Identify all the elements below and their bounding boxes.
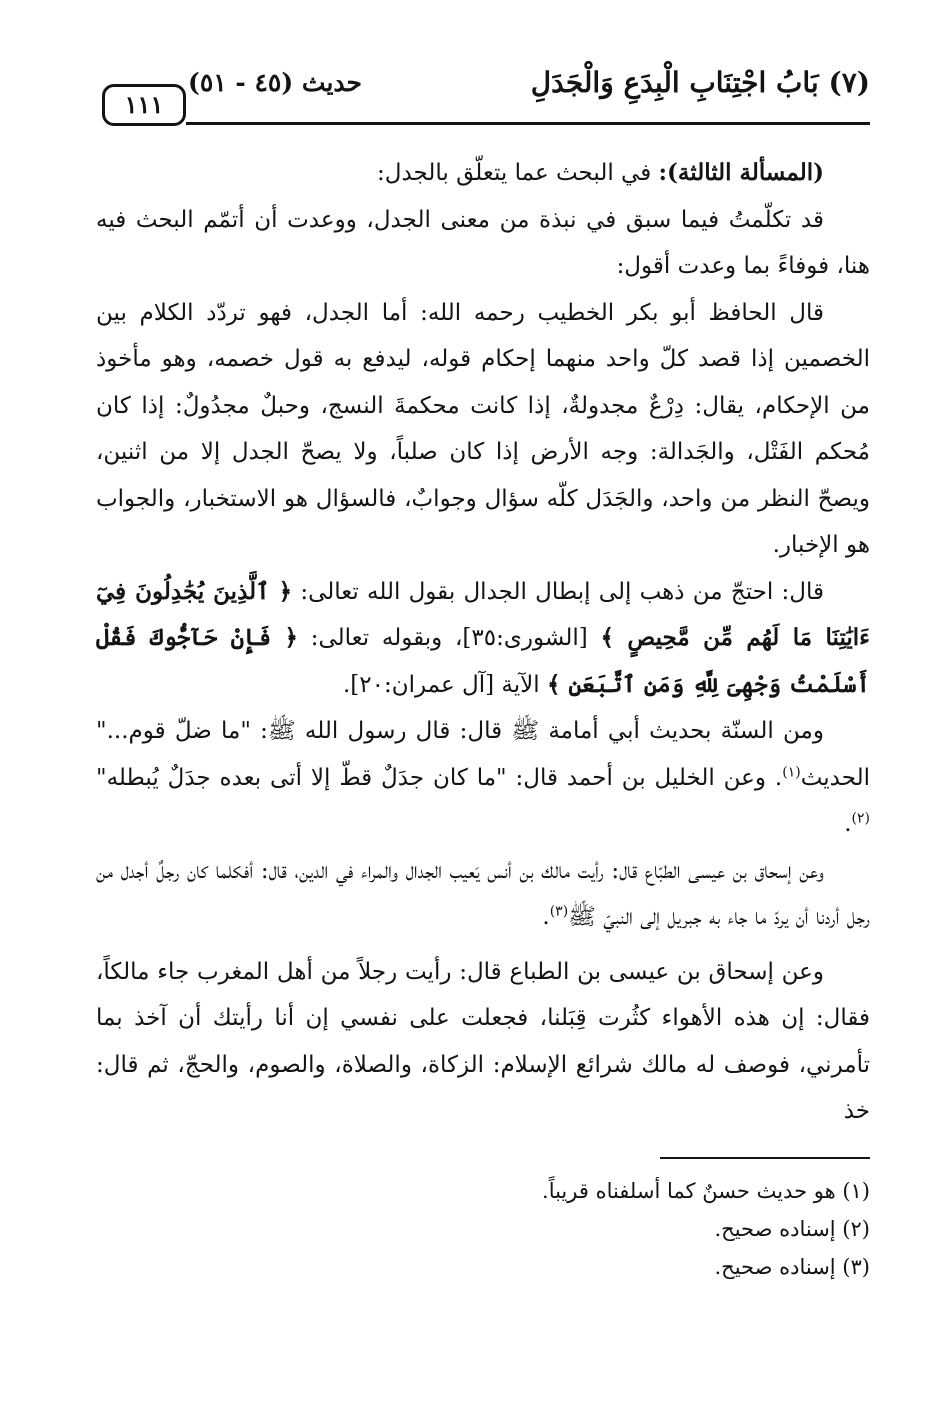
section-heading-text: في البحث عما يتعلّق بالجدل: [376,160,659,186]
quran-verse-1: ﴿ ٱلَّذِينَ يُجَٰدِلُونَ فِيٓ ءَايَٰتِنَا مَا لَهُم مِّن مَّحِيصٍ ﴾ [96,577,870,651]
paragraph-4-part-b: [الشورى:٣٥]، وبقوله تعالى: [298,625,601,651]
hadith-range: حديث (٤٥ - ٥١) [188,68,362,97]
paragraph-3: قال الحافظ أبو بكر الخطيب رحمه الله: أما الجدل، فهو تردّد الكلام بين الخصمين إذا قصد كلّ واحد منهما إحكام قوله، ليدفع به قول خصمه، وهو مأخوذ من الإحكام، يقال: دِرْعٌ مجدولةٌ، إذا كانت محكمةَ النسج، وحبلٌ مجدُولٌ: إذا كان مُحكم الفَتْل، والجَدالة: وجه الأرض إذا كان صلباً، ولا يصحّ الجدل إلا من اثنين، ويصحّ النظر من واحد، والجَدَل كلّه سؤال وجوابٌ، فالسؤال هو الاستخبار، والجواب هو الإخبار. [96,299,870,558]
footnote-separator [660,1157,870,1159]
paragraph-5-part-c: . [844,811,852,837]
paragraph-7: وعن إسحاق بن عيسى بن الطباع قال: رأيت رجلاً من أهل المغرب جاء مالكاً، فقال: إن هذه الأهواء كثُرت قِبَلنا، فجعلت على نفسي إن أنا رأيتك أن آخذ بما تأمرني، فوصف له مالك شرائع الإسلام: الزكاة، والصلاة، والصوم، والحجّ، ثم قال: خذ [96,958,870,1124]
chapter-title: (٧) بَابُ اجْتِنَابِ الْبِدَعِ وَالْجَدَلِ [530,66,870,99]
footnote-ref-1: (١) [782,763,801,780]
page-header [96,66,870,128]
paragraph-4 [96,569,870,709]
header-rule [186,122,870,125]
paragraph-5 [96,708,870,848]
section-heading: (المسألة الثالثة): [658,159,824,186]
paragraph-6 [96,848,870,941]
quran-verse-2: ﴿ فَإِنْ حَآجُّوكَ فَقُلْ أَسْلَمْتُ وَجْهِىَ لِلَّهِ وَمَنِ ٱتَّبَعَنِ ﴾ [96,624,870,698]
paragraph-5-part-b: . وعن الخليل بن أحمد قال: "ما كان جدَلٌ قطّ إلا أتى بعده جدَلٌ يُبطله" [96,764,783,791]
footnotes [96,1172,870,1286]
paragraph-6-part-b: . [542,904,550,930]
paragraph-2: قد تكلّمتُ فيما سبق في نبذة من معنى الجدل، ووعدت أن أتمّم البحث فيه هنا، فوفاءً بما وعدت أقول: [96,206,870,279]
page-number: ١١١ [102,84,186,126]
paragraph-4-part-a: قال: احتجّ من ذهب إلى إبطال الجدال بقول الله تعالى: [292,578,824,605]
footnote-2: (٢) إسناده صحيح. [714,1217,870,1241]
paragraph-5-part-a: ومن السنّة بحديث أبي أمامة ﷺ قال: قال رسول الله ﷺ: "ما ضلّ قوم..." الحديث [96,718,870,791]
footnote-1: (١) هو حديث حسنٌ كما أسلفناه قريباً. [542,1179,870,1203]
paragraph-1 [96,150,870,197]
paragraph-6-part-a: وعن إسحاق بن عيسى الطبّاع قال: رأيت مالك بن أنس يَعيب الجدال والمراء في الدين، قال: أفكلما كان رجلٌ أجدل من رجل أردنا أن يردّ ما جاء به جبريل إلى النبيّ ﷺ [96,857,870,930]
paragraph-4-part-c: الآية [آل عمران:٢٠]. [342,671,547,698]
body-text [96,150,870,1135]
footnote-3: (٣) إسناده صحيح. [714,1255,870,1279]
footnote-ref-3: (٣) [549,903,569,920]
footnote-ref-2: (٢) [851,810,870,827]
